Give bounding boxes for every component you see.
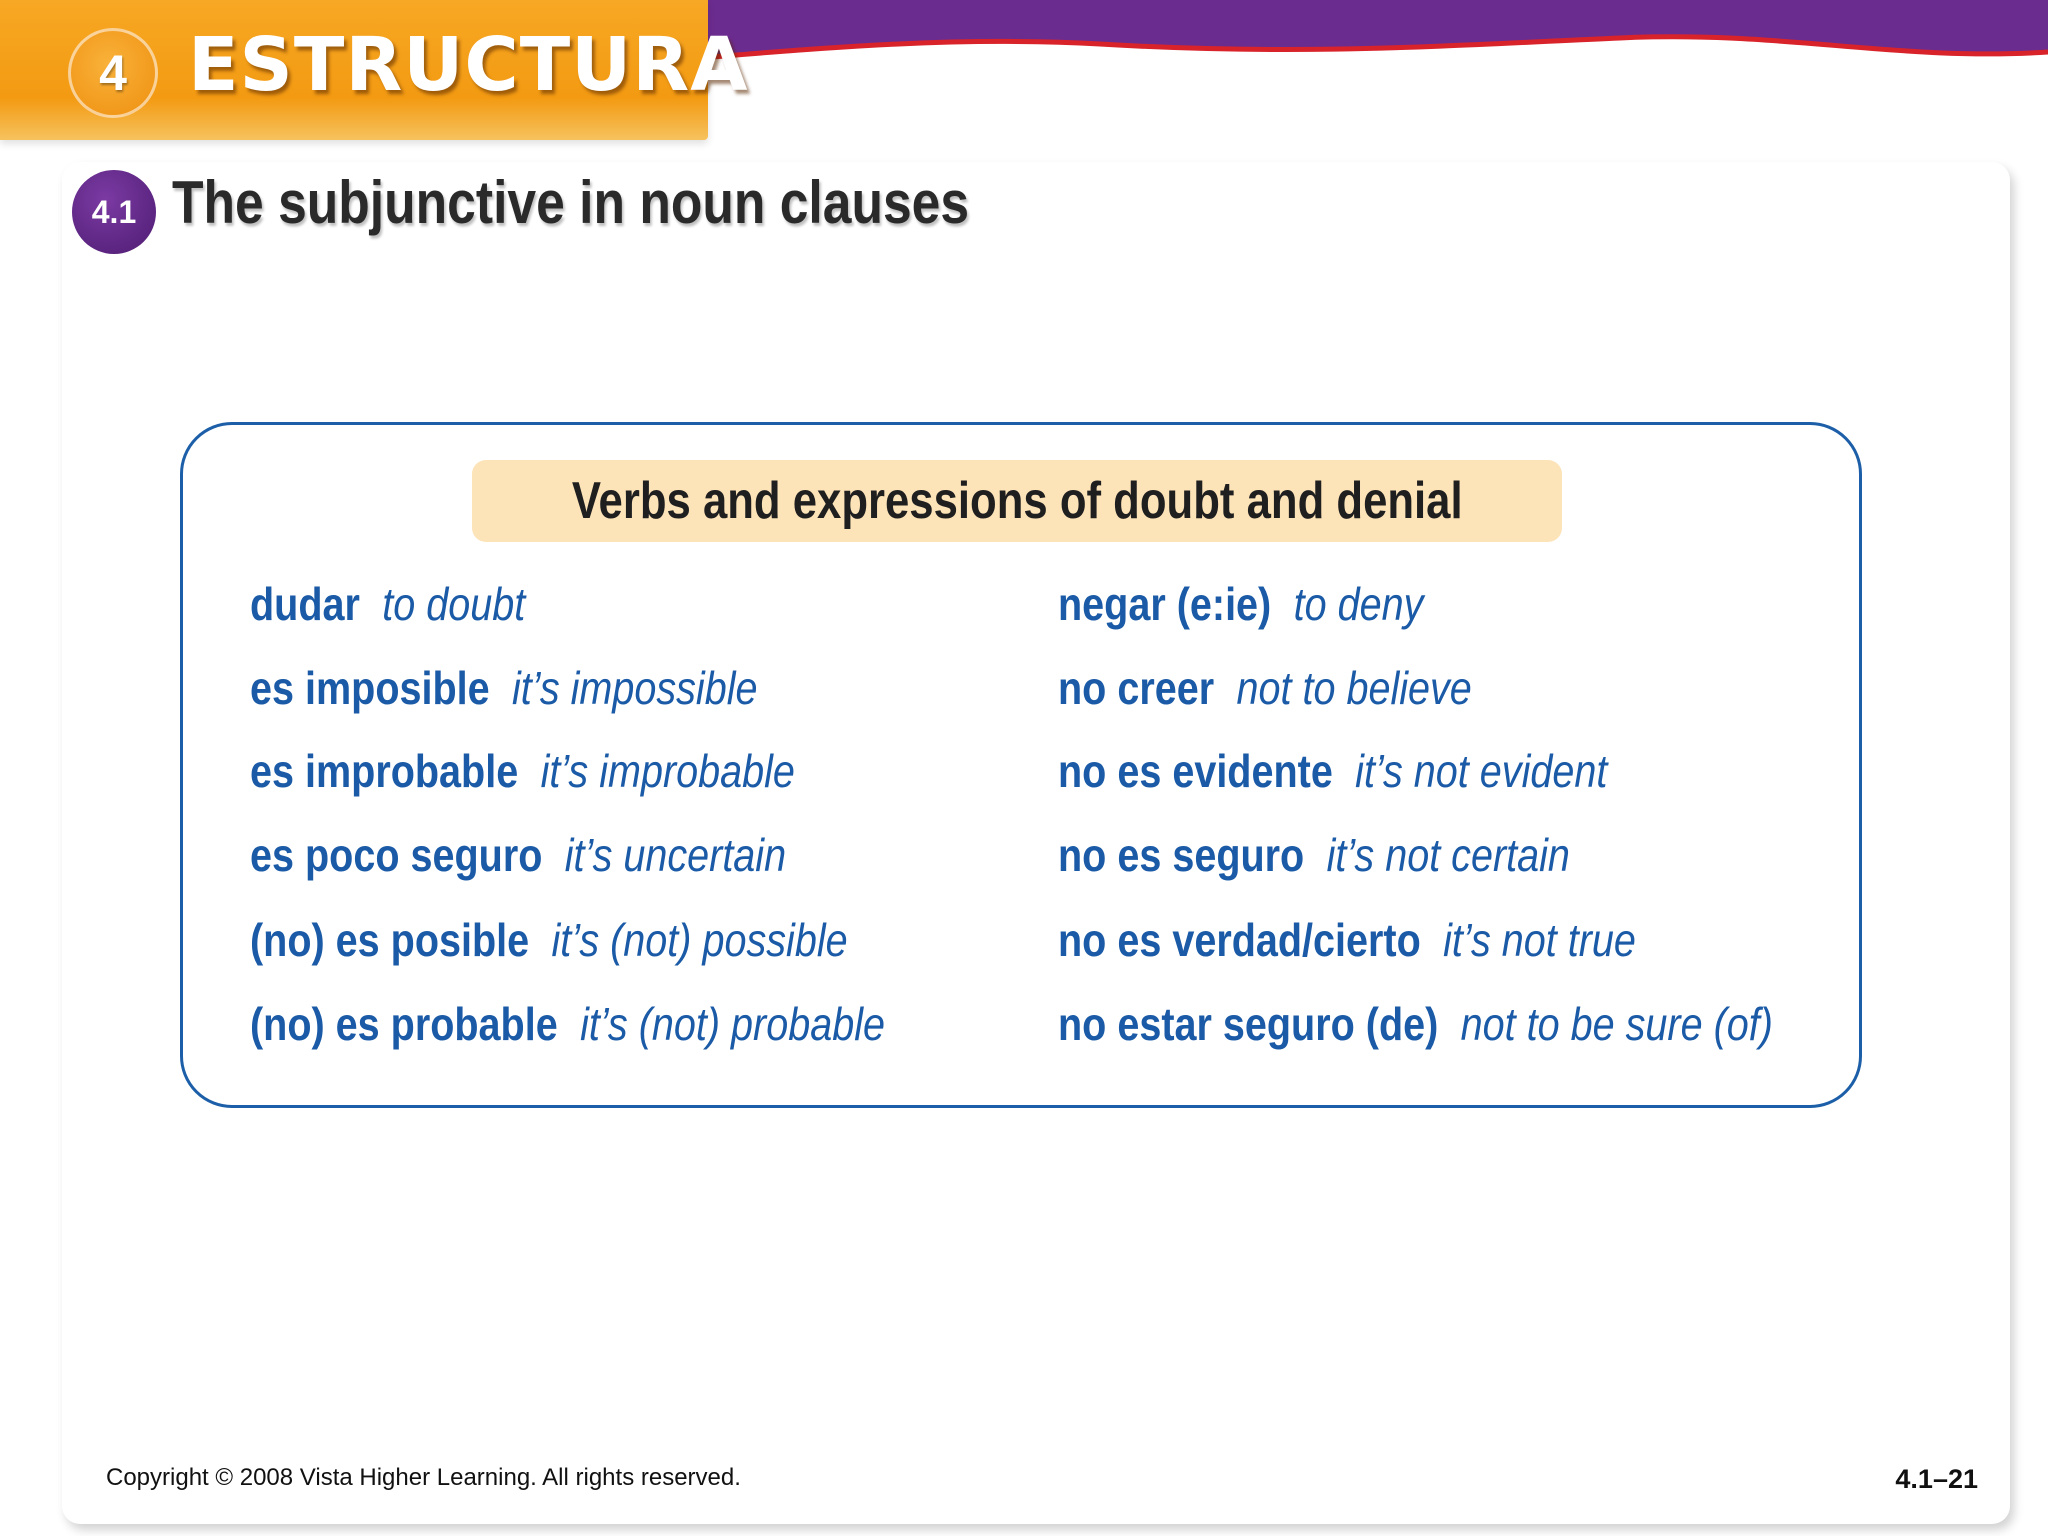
vocab-term: no creer [1058, 662, 1215, 714]
vocab-entry [250, 743, 795, 799]
vocab-entry [1058, 576, 1423, 632]
vocab-term: no es verdad/cierto [1058, 914, 1421, 966]
vocabulary-box-header [472, 460, 1562, 542]
vocab-entry [250, 827, 786, 883]
chapter-title: ESTRUCTURA [188, 22, 749, 108]
copyright-notice: Copyright © 2008 Vista Higher Learning. All rights reserved. [106, 1464, 741, 1491]
vocab-term: es poco seguro [250, 829, 543, 881]
vocab-gloss: it’s improbable [540, 745, 795, 797]
vocab-gloss: not to believe [1236, 662, 1472, 714]
vocab-term: (no) es probable [250, 998, 558, 1050]
chapter-number: 4 [68, 28, 158, 118]
vocab-gloss: not to be sure (of) [1460, 998, 1773, 1050]
vocab-entry [250, 912, 848, 968]
vocab-term: no es seguro [1058, 829, 1305, 881]
vocab-term: es improbable [250, 745, 519, 797]
vocab-entry [250, 576, 525, 632]
vocab-term: es imposible [250, 662, 490, 714]
section-number-badge: 4.1 [72, 170, 156, 254]
vocab-gloss: it’s (not) possible [551, 914, 848, 966]
vocab-gloss: it’s (not) probable [580, 998, 886, 1050]
vocab-gloss: it’s uncertain [564, 829, 787, 881]
vocab-entry [250, 660, 758, 716]
vocab-term: negar (e:ie) [1058, 578, 1272, 630]
vocab-entry [1058, 660, 1472, 716]
vocab-entry [1058, 827, 1570, 883]
vocab-entry [1058, 743, 1607, 799]
vocab-gloss: to doubt [382, 578, 526, 630]
vocab-gloss: it’s impossible [512, 662, 758, 714]
vocab-entry [1058, 996, 1773, 1052]
vocab-gloss: it’s not true [1443, 914, 1636, 966]
slide-number: 4.1–21 [1895, 1464, 1978, 1494]
vocabulary-box-title: Verbs and expressions of doubt and denial [571, 472, 1463, 530]
section-title: The subjunctive in noun clauses [172, 169, 970, 236]
vocab-entry [1058, 912, 1636, 968]
vocab-term: dudar [250, 578, 360, 630]
vocab-term: (no) es posible [250, 914, 530, 966]
vocab-term: no estar seguro (de) [1058, 998, 1439, 1050]
vocab-entry [250, 996, 885, 1052]
vocab-term: no es evidente [1058, 745, 1333, 797]
vocab-gloss: it’s not evident [1355, 745, 1608, 797]
vocab-gloss: it’s not certain [1326, 829, 1570, 881]
vocab-gloss: to deny [1293, 578, 1424, 630]
